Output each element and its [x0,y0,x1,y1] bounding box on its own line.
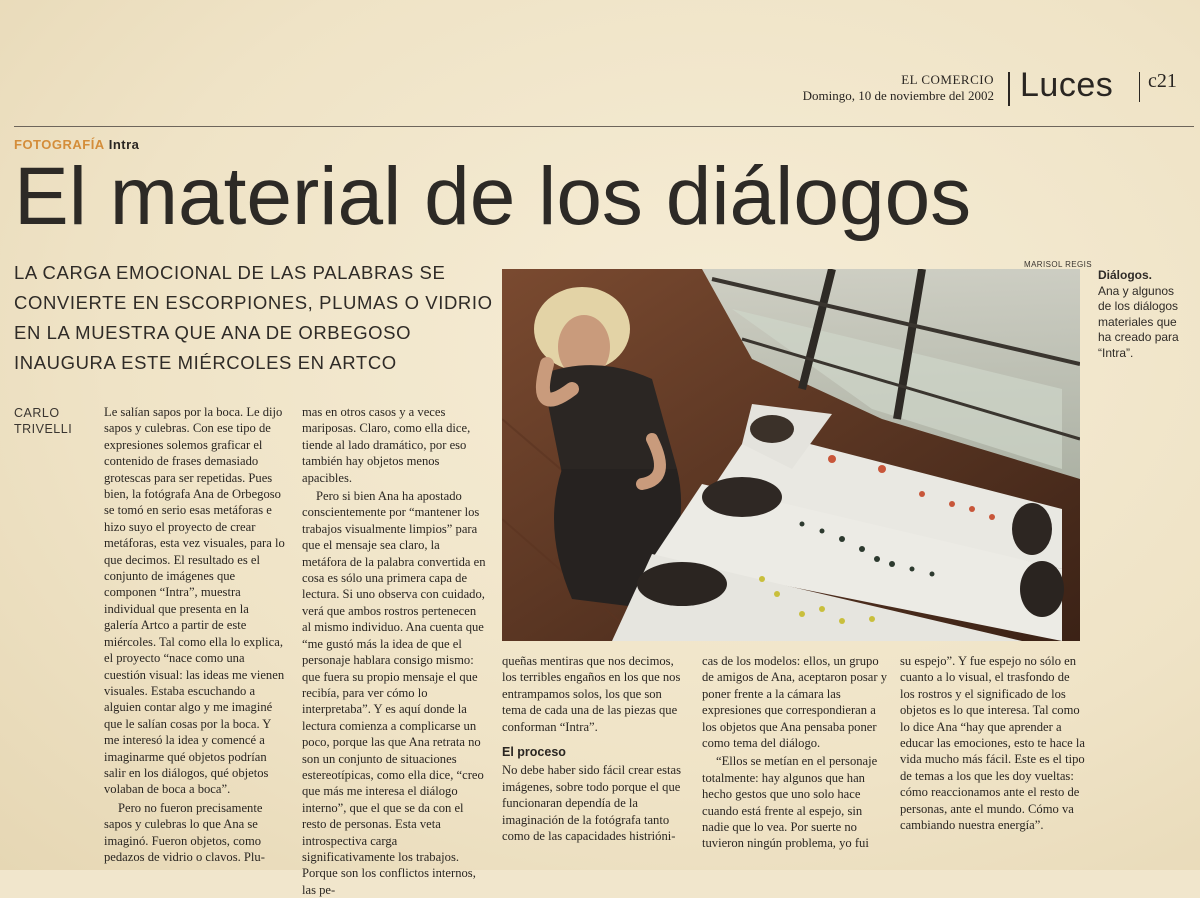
byline-first-name: CARLO [14,406,60,420]
photo-credit: MARISOL REGIS [1024,260,1093,269]
paragraph: su espejo”. Y fue espejo no sólo en cuanto a lo visual, el trasfondo de los rostros y el significado de los objetos es lo que interesa. Tal como lo dice Ana “hay que aprender a educar las emociones, esto te hace la vida mucho más fácil. Este es el tipo de temas a los que les doy vueltas: cómo reaccionamos ante el resto de personas, ante el mundo. Cómo va cambiando nuestra energía”. [900,654,1085,833]
body-column-1 [104,404,286,865]
paragraph: Le salían sapos por la boca. Le dijo sapos y culebras. Con ese tipo de expresiones solemos graficar el contenido de frases demasiado grotescas para ser repetidas. Pues bien, la fotógrafa Ana de Orbegoso se tomó en serio esas metáforas e hizo suyo el proyecto de crear metáforas, esta vez visuales, para lo que decimos. El resultado es el conjunto de imágenes que componen “Intra”, muestra individual que presenta en la galería Artco a partir de este miércoles. Tal como ella lo explica, el proyecto “nace como una cuestión visual: las ideas me vienen visuales. Estaba escuchando a alguien contar algo y me imaginé que le salían cosas por la boca. Y me interesó la idea y comencé a imaginarme qué objetos podrían salir en los diálogos, qué objetos volaban de boca a boca”. [104,405,285,797]
byline-last-name: TRIVELLI [14,422,73,436]
paragraph: cas de los modelos: ellos, un grupo de amigos de Ana, aceptaron posar y poner frente a la cámara las expresiones que correspondieran a los objetos que Ana pensaba poner como tema del diálogo. [702,654,887,751]
masthead-divider [1008,72,1010,106]
photo-caption [1098,268,1190,361]
article-photo [502,269,1080,641]
top-rule [14,126,1194,127]
paragraph: mas en otros casos y a veces mariposas. Claro, como ella dice, tiende al lado dramático, por eso también hay objetos menos apacibles. [302,405,471,485]
kicker-section: FOTOGRAFÍA [14,137,105,152]
paragraph: No debe haber sido fácil crear estas imágenes, sobre todo porque el que funcionaran dependía de la imaginación de la fotógrafa tanto como de las capacidades histrióni- [502,763,682,844]
subhead: El proceso [502,745,566,760]
paragraph: Pero si bien Ana ha apostado conscientemente por “mantener los trabajos visualmente limpios” para que el mensaje sea claro, la metáfora de la palabra convertida en cosa es sólo una primera capa de lectura. Si uno observa con cuidado, verá que ambos rostros pertenecen al mismo individuo. Ana cuenta que “me gustó más la idea de que el personaje hablara consigo mismo: que fuera su propio mensaje el que recibía, para ver cómo lo interpretaba”. Y es aquí donde la lectura comienza a complicarse un poco, porque las que Ana retrata no son un conjunto de situaciones estereotípicas, como ella dice, “creo que más me interesa el diálogo interno”, que el que se da con el resto de personas. Esta veta introspectiva carga significativamente los trabajos. Porque son los conflictos internos, las pe- [302,489,486,897]
masthead [802,66,1190,110]
paragraph: “Ellos se metían en el personaje totalmente: hay algunos que han hecho gestos que uno solo hace cuando está frente al espejo, sin nadie que lo vea. Por suerte no tuvieron ningún problema, yo fui [702,754,878,851]
section-name: Luces [1020,66,1114,104]
deck: LA CARGA EMOCIONAL DE LAS PALABRAS SE CONVIERTE EN ESCORPIONES, PLUMAS O VIDRIO EN LA MUESTRA QUE ANA DE ORBEGOSO INAUGURA ESTE MIÉRCOLES EN ARTCO [14,262,493,373]
caption-text: Ana y algunos de los diálogos materiales que ha creado para “Intra”. [1098,283,1179,360]
body-column-2 [302,404,487,898]
kicker-topic: Intra [108,137,140,152]
paragraph: Pero no fueron precisamente sapos y culebras lo que Ana se imaginó. Fueron objetos, como pedazos de vidrio o clavos. Plu- [104,800,265,864]
body-column-5 [900,653,1086,833]
body-column-3 [502,653,688,844]
photo-illustration [502,269,1080,641]
page-number: c21 [1148,70,1177,92]
issue-date: Domingo, 10 de noviembre del 2002 [802,88,994,103]
body-column-4 [702,653,888,852]
caption-title: Diálogos. [1098,268,1153,282]
masthead-divider [1139,72,1140,102]
byline [14,405,72,437]
headline: El material de los diálogos [14,151,972,242]
paragraph: queñas mentiras que nos decimos, los terribles engaños en los que nos entrampamos solos, los que son tema de cada una de las piezas que conforman “Intra”. [502,654,681,734]
newspaper-name: EL COMERCIO [901,72,994,87]
